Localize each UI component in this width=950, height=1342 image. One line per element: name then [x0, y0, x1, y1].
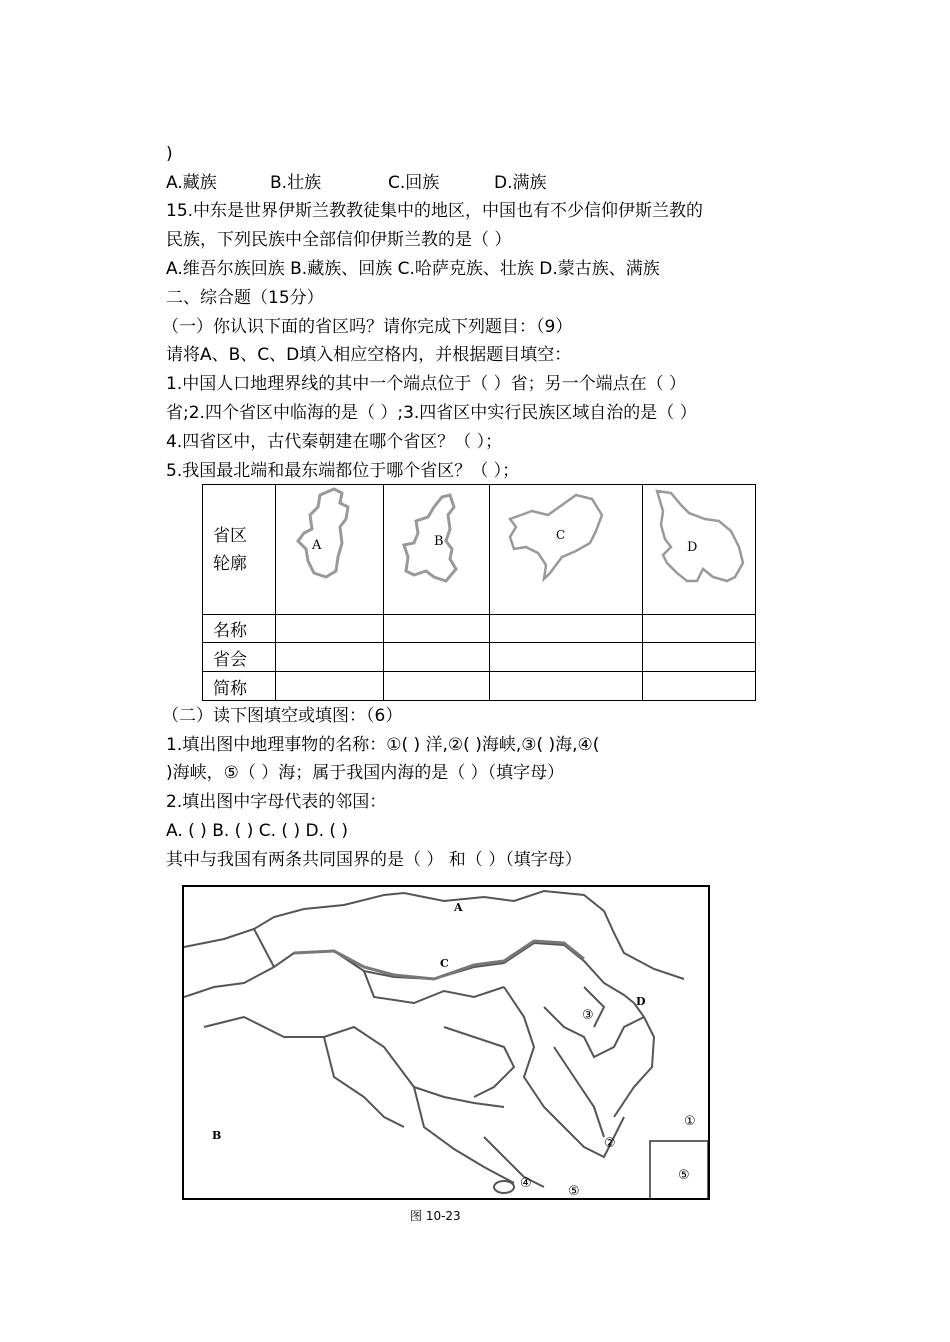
answer-cell[interactable] — [276, 672, 384, 701]
part2-q2: 2.填出图中字母代表的邻国： — [166, 792, 387, 812]
q14-option-c: C.回族 — [388, 173, 440, 193]
section2-title: 二、综合题（15分） — [166, 288, 324, 308]
province-c-letter: C — [556, 528, 566, 542]
q15-line1: 15.中东是世界伊斯兰教教徒集中的地区，中国也有不少信仰伊斯兰教的 — [166, 201, 704, 221]
province-a-letter: A — [312, 538, 322, 553]
map-marker-4: ④ — [520, 1176, 532, 1191]
china-map-drawing — [184, 887, 708, 1198]
map-label-b: B — [212, 1129, 222, 1142]
province-a-outline — [276, 485, 383, 609]
province-d-outline — [643, 485, 755, 609]
china-map — [182, 885, 710, 1200]
q14-tail: ) — [166, 144, 173, 164]
outline-cell-b — [384, 485, 490, 615]
outline-cell-a — [276, 485, 384, 615]
q15-options: A.维吾尔族回族 B.藏族、回族 C.哈萨克族、壮族 D.蒙古族、满族 — [166, 259, 660, 279]
outline-cell-c — [490, 485, 643, 615]
answer-cell[interactable] — [276, 615, 384, 643]
province-c-outline — [490, 485, 642, 609]
outline-label-2: 轮廓 — [213, 553, 247, 574]
part1-q5: 5.我国最北端和最东端都位于哪个省区？（ ）； — [166, 461, 520, 481]
map-label-c: C — [440, 957, 449, 970]
part2-title: （二）读下图填空或填图：（6） — [162, 706, 403, 726]
province-table — [202, 484, 756, 701]
outline-label-cell — [203, 485, 276, 615]
map-label-a: A — [454, 901, 463, 914]
part1-title: （一）你认识下面的省区吗？请你完成下列题目：（9） — [162, 317, 573, 337]
answer-cell[interactable] — [643, 615, 756, 643]
part1-q1: 1.中国人口地理界线的其中一个端点位于（ ）省；另一个端点在（ ） — [166, 374, 687, 394]
q14-options — [166, 172, 547, 194]
row-label-capital: 省会 — [203, 643, 276, 672]
answer-cell[interactable] — [384, 643, 490, 672]
map-marker-5-inset: ⑤ — [678, 1168, 690, 1183]
map-label-d: D — [636, 995, 646, 1008]
map-marker-5: ⑤ — [568, 1184, 580, 1198]
answer-cell[interactable] — [490, 615, 643, 643]
province-d-letter: D — [687, 540, 698, 555]
part1-q1-cont: 省;2.四个省区中临海的是（ ）;3.四省区中实行民族区域自治的是（ ） — [166, 403, 697, 423]
part2-q3: 其中与我国有两条共同国界的是（ ） 和（ ）（填字母） — [166, 850, 582, 870]
row-label-abbr: 简称 — [203, 672, 276, 701]
q14-option-b: B.壮族 — [270, 173, 322, 193]
answer-cell[interactable] — [384, 615, 490, 643]
province-b-outline — [384, 485, 489, 609]
outline-cell-d — [643, 485, 756, 615]
answer-cell[interactable] — [643, 672, 756, 701]
province-b-letter: B — [434, 534, 444, 549]
answer-cell[interactable] — [384, 672, 490, 701]
map-marker-1: ① — [684, 1114, 696, 1129]
part1-q4: 4.四省区中，古代秦朝建在哪个省区？（ ）； — [166, 432, 503, 452]
map-marker-2: ② — [604, 1136, 616, 1151]
q14-option-d: D.满族 — [494, 173, 547, 193]
figure-caption: 图 10-23 — [410, 1209, 461, 1223]
part2-q1: 1.填出图中地理事物的名称：①( ) 洋,②( )海峡,③( )海,④( — [166, 735, 600, 755]
map-marker-3: ③ — [582, 1008, 594, 1023]
part1-instruction: 请将A、B、C、D填入相应空格内，并根据题目填空： — [166, 345, 572, 365]
outline-label-1: 省区 — [213, 525, 247, 546]
q15-line2: 民族，下列民族中全部信仰伊斯兰教的是（ ） — [166, 230, 512, 250]
answer-cell[interactable] — [643, 643, 756, 672]
answer-cell[interactable] — [490, 672, 643, 701]
q14-option-a: A.藏族 — [166, 173, 217, 193]
answer-cell[interactable] — [490, 643, 643, 672]
part2-q1-cont: )海峡，⑤（ ）海；属于我国内海的是（ ）（填字母） — [166, 763, 565, 783]
row-label-name: 名称 — [203, 615, 276, 643]
part2-q2-options: A. ( ) B. ( ) C. ( ) D. ( ) — [166, 821, 349, 841]
answer-cell[interactable] — [276, 643, 384, 672]
